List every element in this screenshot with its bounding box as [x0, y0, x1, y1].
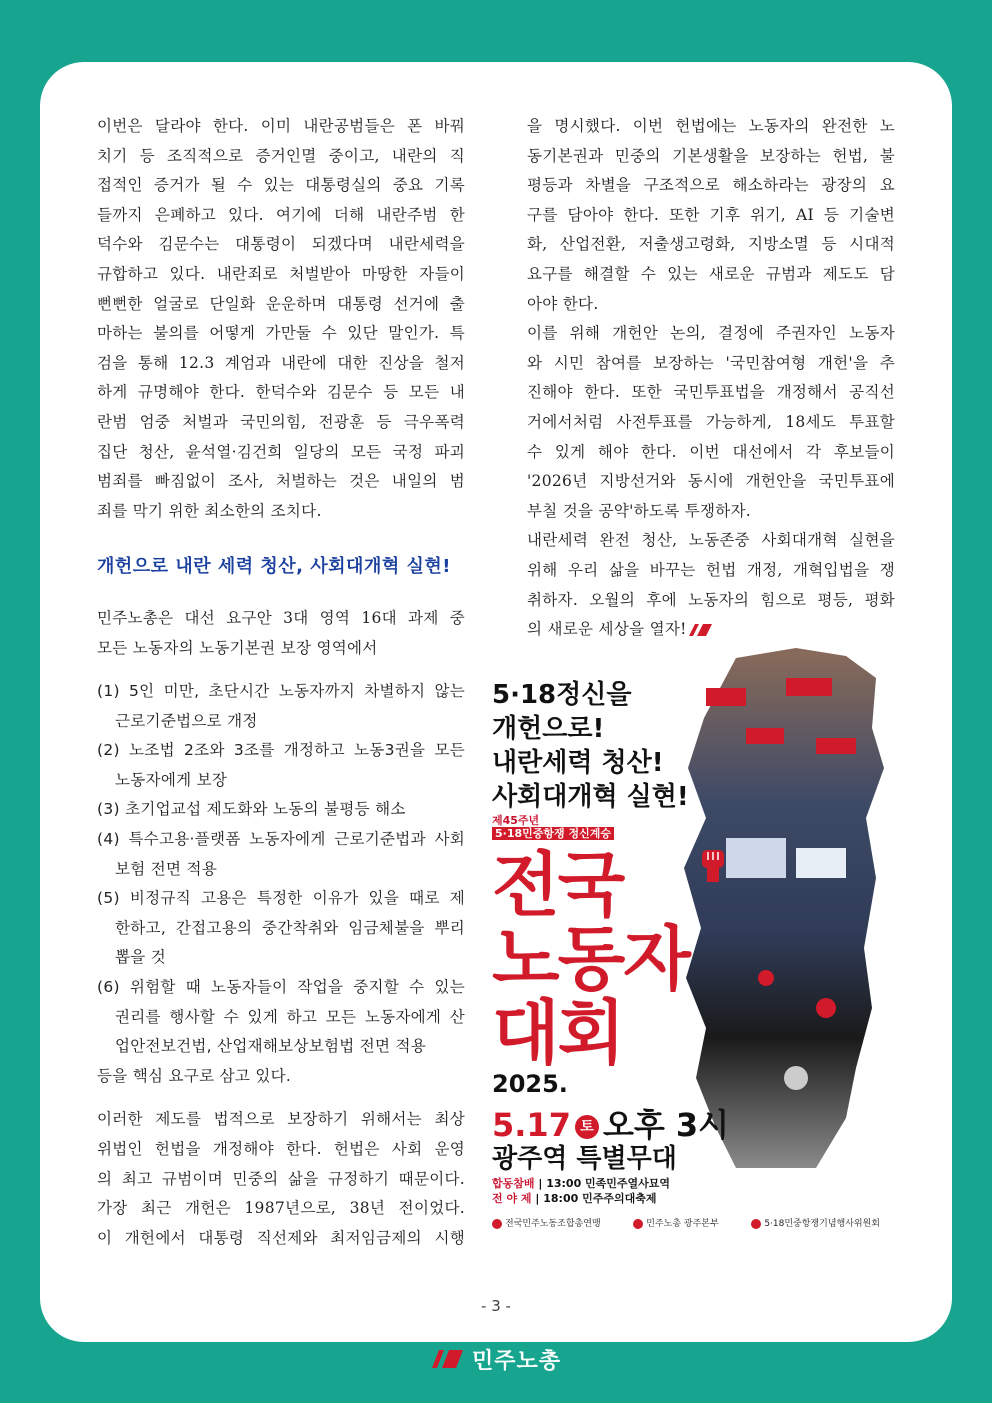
text-line: 들까지 은폐하고 있다. 여기에 더해 내란주범 한 [97, 205, 465, 224]
left-column [97, 112, 465, 1253]
text-line: (6) 위험할 때 노동자들이 작업을 중지할 수 있는 [97, 978, 465, 997]
slogan-line: 사회대개혁 실현! [492, 782, 689, 812]
right-paragraph-3 [527, 526, 895, 644]
time-value: 오후 3시 [602, 1106, 730, 1144]
right-paragraph-1 [527, 112, 895, 319]
list-item [97, 884, 465, 973]
text-line: 접적인 증거가 될 수 있는 대통령실의 중요 기록 [97, 176, 465, 195]
text-line: 위해 우리 삶을 바꾸는 헌법 개정, 개혁입법을 쟁 [527, 560, 895, 579]
text-line: 검을 통해 12.3 계엄과 내란에 대한 진상을 철저 [97, 353, 465, 372]
raised-fist-icon [698, 848, 728, 882]
text-line: (4) 특수고용·플랫폼 노동자에게 근로기준법과 사회 [97, 830, 465, 849]
organizer: 민주노총 광주본부 [633, 1216, 718, 1229]
section-heading: 개헌으로 내란 세력 청산, 사회대개혁 실현! [97, 556, 451, 578]
text-line [527, 615, 895, 645]
text-line: 진해야 한다. 또한 국민투표법을 개정해서 공직선 [527, 383, 895, 402]
list-item [97, 795, 465, 825]
list-tail: 등을 핵심 요구로 삼고 있다. [97, 1066, 292, 1085]
text-line: 구를 담아야 한다. 또한 기후 위기, AI 등 기술변 [527, 205, 895, 224]
text-line: 뻔뻔한 얼굴로 단일화 운운하며 대통령 선거에 출 [97, 294, 465, 313]
text-line: 수 있게 해야 한다. 이번 대선에서 각 후보들이 [527, 442, 895, 461]
rally-poster [488, 648, 884, 1244]
poster-anniversary [492, 814, 614, 840]
text-line: 가장 최근 개헌은 1987년으로, 38년 전이었다. [97, 1199, 465, 1218]
text-line: 죄를 막기 위한 최소한의 조치다. [97, 501, 322, 520]
text-line: 부칠 것을 공약'하도록 투쟁하자. [527, 501, 752, 520]
text-line: 치기 등 조직적으로 증거인멸 중이고, 내란의 직 [97, 146, 465, 165]
text-line: 하게 규명해야 한다. 한덕수와 김문수 등 모든 내 [97, 383, 465, 402]
event-detail: 13:00 민족민주열사묘역 [546, 1177, 671, 1190]
text-line: 덕수와 김문수는 대통령이 되겠다며 내란세력을 [97, 235, 465, 254]
title-line: 노동자 [492, 918, 689, 1000]
text-line: (3) 초기업교섭 제도화와 노동의 불평등 해소 [97, 800, 406, 819]
text-line: 뽑을 것 [115, 948, 167, 967]
event-row: 합동참배 | 13:00 민족민주열사묘역 [492, 1177, 671, 1190]
text-line: 동기본권과 민중의 기본생활을 보장하는 헌법, 불 [527, 146, 895, 165]
organizer: 5·18민중항쟁기념행사위원회 [751, 1216, 880, 1229]
right-column [527, 112, 895, 645]
poster-slogan [492, 678, 689, 814]
poster-title [492, 844, 689, 1074]
text-line: (1) 5인 미만, 초단시간 노동자까지 차별하지 않는 [97, 682, 465, 701]
text-line: 와 시민 참여를 보장하는 '국민참여형 개헌'을 추 [527, 353, 895, 372]
footer-logo [430, 1344, 561, 1374]
text-line: 근로기준법으로 개정 [115, 711, 258, 730]
anniversary-label: 제45주년 [492, 814, 540, 827]
text-line: 업안전보건법, 산업재해보상보험법 전면 적용 [115, 1037, 427, 1056]
text-line: 요구를 해결할 수 있는 새로운 규범과 제도도 담 [527, 264, 895, 283]
succession-label: 5·18민중항쟁 정신계승 [492, 827, 614, 840]
right-paragraph-2 [527, 319, 895, 526]
text-line: 마하는 불의를 어떻게 가만둘 수 있단 말인가. 특 [97, 324, 465, 343]
left-paragraph-3 [97, 1105, 465, 1253]
left-paragraph-2 [97, 604, 465, 663]
organizer: 전국민주노동조합총연맹 [492, 1216, 601, 1229]
demands-list [97, 677, 465, 1091]
list-item [97, 736, 465, 795]
text-line: 집단 청산, 윤석열·김건희 일당의 모든 국정 파괴 [97, 442, 465, 461]
title-line: 대회 [492, 992, 624, 1074]
poster-year: 2025. [492, 1070, 568, 1098]
event-tag: 전 야 제 [492, 1192, 532, 1205]
text-line: '2026년 지방선거와 동시에 개헌안을 국민투표에 [527, 472, 895, 491]
text-line-content: 의 새로운 세상을 열자! [527, 620, 687, 639]
text-line: (5) 비정규직 고용은 특정한 이유가 있을 때로 제 [97, 889, 465, 908]
title-line: 전국 [492, 844, 624, 926]
text-line: 한하고, 간접고용의 중간착취와 임금체불을 뿌리 [115, 918, 465, 937]
date-value: 5.17 [492, 1106, 571, 1144]
crowd-photo-collage [676, 648, 884, 1168]
page-number: - 3 - [481, 1297, 511, 1315]
text-line: 거에서처럼 사전투표를 가능하게, 18세도 투표할 [527, 412, 895, 431]
text-line: 노동자에게 보장 [115, 770, 228, 789]
text-line: 화, 산업전환, 저출생고령화, 지방소멸 등 시대적 [527, 235, 895, 254]
text-line: 란범 엄중 처벌과 국민의힘, 전광훈 등 극우폭력 [97, 412, 465, 431]
text-line: 취하자. 오월의 후에 노동자의 힘으로 평등, 평화 [527, 590, 895, 609]
text-line: 평등과 차별을 구조적으로 해소하라는 광장의 요 [527, 176, 895, 195]
left-paragraph-1 [97, 112, 465, 526]
text-line: 규합하고 있다. 내란죄로 처벌받아 마땅한 자들이 [97, 264, 465, 283]
text-line: 을 명시했다. 이번 헌법에는 노동자의 완전한 노 [527, 117, 895, 135]
text-line: 아야 한다. [527, 294, 599, 313]
slogan-line: 5·18정신을 [492, 680, 632, 710]
list-item [97, 825, 465, 884]
slogan-line: 내란세력 청산! [492, 748, 664, 778]
text-line: 의 최고 규범이며 민중의 삶을 규정하기 때문이다. [97, 1169, 465, 1188]
text-line: 보험 전면 적용 [115, 859, 218, 878]
slogan-line: 개헌으로! [492, 714, 605, 744]
text-line: 이를 위해 개헌안 논의, 결정에 주권자인 노동자 [527, 324, 895, 343]
text-line: 이러한 제도를 법적으로 보장하기 위해서는 최상 [97, 1110, 465, 1129]
text-line: (2) 노조법 2조와 3조를 개정하고 노동3권을 모든 [97, 741, 465, 760]
text-line: 민주노총은 대선 요구안 3대 영역 16대 과제 중 [97, 608, 465, 627]
event-row: 전 야 제 | 18:00 민주주의대축제 [492, 1192, 657, 1205]
text-line: 내란세력 완전 청산, 노동존중 사회대개혁 실현을 [527, 531, 895, 550]
footer-logo-text: 민주노총 [472, 1348, 562, 1374]
weekday-badge: 토 [575, 1115, 599, 1139]
text-line: 권리를 행사할 수 있게 하고 모든 노동자에게 산 [115, 1007, 465, 1026]
poster-venue: 광주역 특별무대 [492, 1144, 677, 1174]
list-item [97, 677, 465, 736]
event-tag: 합동참배 [492, 1177, 535, 1190]
event-detail: 18:00 민주주의대축제 [543, 1192, 657, 1205]
kctu-logo-icon [687, 622, 713, 638]
text-line: 위법인 헌법을 개정해야 한다. 헌법은 사회 운영 [97, 1140, 465, 1158]
page-card [40, 62, 952, 1342]
text-line: 범죄를 빠짐없이 조사, 처벌하는 것은 내일의 범 [97, 472, 465, 491]
kctu-logo-icon [430, 1348, 464, 1370]
text-line: 이번은 달라야 한다. 이미 내란공범들은 폰 바꿔 [97, 117, 465, 135]
poster-organizers [488, 1216, 884, 1229]
text-line: 이 개헌에서 대통령 직선제와 최저임금제의 시행 [97, 1228, 465, 1247]
text-line: 모든 노동자의 노동기본권 보장 영역에서 [97, 638, 378, 657]
list-item [97, 973, 465, 1062]
poster-events [492, 1176, 670, 1206]
